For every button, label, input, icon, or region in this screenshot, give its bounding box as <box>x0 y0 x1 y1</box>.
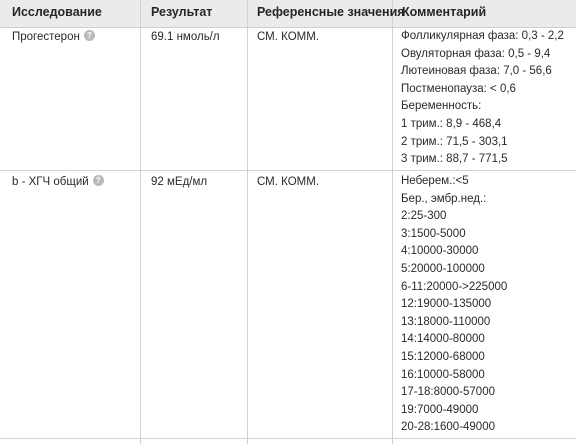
comment-line: Постменопауза: < 0,6 <box>401 82 516 95</box>
comment-line: Фолликулярная фаза: 0,3 - 2,2 <box>401 30 564 42</box>
comment-list <box>401 28 564 169</box>
comment-line: 17-18:8000-57000 <box>401 386 495 399</box>
row-divider <box>0 170 576 171</box>
comment-line: 6-11:20000->225000 <box>401 280 508 293</box>
comment-line: 16:10000-58000 <box>401 368 485 381</box>
reference-value: СМ. КОММ. <box>257 31 320 43</box>
header-reference: Референсные значения <box>257 5 405 19</box>
test-name: Прогестерон <box>12 31 80 43</box>
column-divider <box>247 0 248 444</box>
comment-line: 2:25-300 <box>401 210 447 223</box>
result-value: 92 мЕд/мл <box>151 176 208 188</box>
comment-line: 15:12000-68000 <box>401 350 485 363</box>
result-value: 69.1 нмоль/л <box>151 31 220 43</box>
comment-line: Лютеиновая фаза: 7,0 - 56,6 <box>401 65 552 78</box>
header-study: Исследование <box>12 5 102 19</box>
comment-line: 20-28:1600-49000 <box>401 421 495 434</box>
comment-list <box>401 173 507 437</box>
test-name: b - ХГЧ общий <box>12 176 89 188</box>
table-row-progesterone-name <box>12 29 95 45</box>
comment-line: 4:10000-30000 <box>401 245 479 258</box>
comment-line: Неберем.:<5 <box>401 175 469 187</box>
comment-line: 2 трим.: 71,5 - 303,1 <box>401 135 508 148</box>
comment-line: 19:7000-49000 <box>401 403 479 416</box>
reference-value: СМ. КОММ. <box>257 176 320 188</box>
comment-line: Овуляторная фаза: 0,5 - 9,4 <box>401 47 551 60</box>
column-divider <box>140 0 141 444</box>
column-divider <box>392 0 393 444</box>
row-divider <box>0 438 576 439</box>
question-circle-icon[interactable]: ? <box>93 175 104 186</box>
comment-line: 5:20000-100000 <box>401 262 485 275</box>
comment-line: 3:1500-5000 <box>401 227 466 240</box>
question-circle-icon[interactable]: ? <box>84 30 95 41</box>
comment-line: 3 трим.: 88,7 - 771,5 <box>401 153 508 166</box>
comment-line: Бер., эмбр.нед.: <box>401 192 487 205</box>
table-row-hcg-name <box>12 174 104 190</box>
comment-line: Беременность: <box>401 100 482 113</box>
header-comment: Комментарий <box>402 5 487 19</box>
comment-line: 14:14000-80000 <box>401 333 485 346</box>
header-result: Результат <box>151 5 213 19</box>
comment-line: 1 трим.: 8,9 - 468,4 <box>401 117 502 130</box>
comment-line: 12:19000-135000 <box>401 298 492 311</box>
comment-line: 13:18000-110000 <box>401 315 491 328</box>
